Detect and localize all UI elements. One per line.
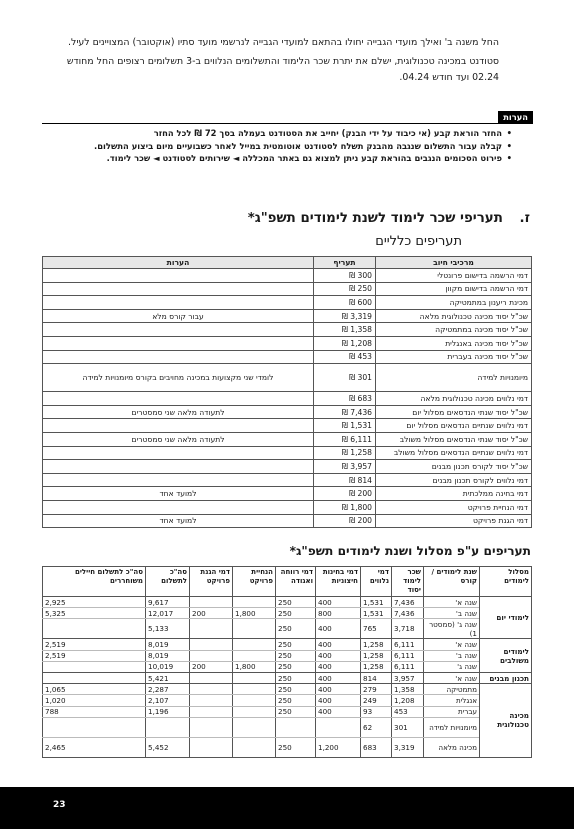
table-cell: 250 <box>276 639 316 650</box>
table-cell <box>43 419 314 433</box>
table-cell: שנה ג' <box>424 661 480 672</box>
table-cell: עברית <box>424 706 480 717</box>
table-row <box>43 684 532 695</box>
table-cell: שכ"ל יסוד מכינה טכנולוגית מלאה <box>376 309 532 323</box>
table-row <box>43 296 532 310</box>
table-cell: שנה א' <box>424 672 480 683</box>
section-title <box>248 211 530 226</box>
table-cell: 301 <box>392 717 424 737</box>
table-row <box>43 405 532 419</box>
general-rates-title: תעריפים כלליים <box>375 234 462 249</box>
table-cell: מכינת ריענון במתמטיקה <box>376 296 532 310</box>
table-cell: 200 <box>190 661 233 672</box>
table-cell <box>43 473 314 487</box>
table-cell: 1,800 <box>233 608 276 619</box>
table-cell: 400 <box>316 619 361 639</box>
table-cell: 1,800 ₪ <box>314 500 376 514</box>
notes-header <box>42 111 533 124</box>
table-cell <box>190 706 233 717</box>
table-cell: 200 ₪ <box>314 487 376 501</box>
table-cell: דמי הגנת פרויקט <box>376 514 532 528</box>
table-cell: 1,200 <box>316 737 361 757</box>
table-cell: 2,107 <box>146 695 190 706</box>
table-row <box>43 350 532 364</box>
table-cell: 1,258 <box>361 639 392 650</box>
table-cell: 765 <box>361 619 392 639</box>
table-row <box>43 672 532 683</box>
table-row <box>43 432 532 446</box>
table-cell <box>190 619 233 639</box>
table-cell: שכ"ל יסוד שנתי הנדסאים מסלול משולב <box>376 432 532 446</box>
table-cell: 400 <box>316 650 361 661</box>
table-cell: לתעודה מלאה שני סמסטרים <box>43 405 314 419</box>
column-header: תעריף <box>314 257 376 269</box>
general-rates-table <box>42 256 532 528</box>
table-cell <box>43 296 314 310</box>
table-cell <box>43 269 314 283</box>
table-cell: שנה א' <box>424 597 480 608</box>
table-row <box>43 473 532 487</box>
table-cell: 200 ₪ <box>314 514 376 528</box>
table-cell <box>43 336 314 350</box>
table-cell: 250 ₪ <box>314 282 376 296</box>
notes-list <box>42 127 512 165</box>
table-cell: אנגלית <box>424 695 480 706</box>
table-cell: 5,133 <box>146 619 190 639</box>
table-cell <box>190 597 233 608</box>
table-cell: 250 <box>276 706 316 717</box>
table-cell <box>190 717 233 737</box>
table-row <box>43 661 532 672</box>
table-row <box>43 608 532 619</box>
table-cell: 1,800 <box>233 661 276 672</box>
table-row <box>43 650 532 661</box>
table-cell: 400 <box>316 672 361 683</box>
column-header: הנחיית פרויקט <box>233 567 276 597</box>
table-cell: 3,319 ₪ <box>314 309 376 323</box>
table-cell: 3,957 ₪ <box>314 460 376 474</box>
table-cell: 6,111 ₪ <box>314 432 376 446</box>
table-cell: שנה א' <box>424 639 480 650</box>
table-cell: 3,718 <box>392 619 424 639</box>
column-header: הערות <box>43 257 314 269</box>
table-cell: למועד אחד <box>43 487 314 501</box>
notes-tag: הערות <box>498 111 533 124</box>
table-cell: דמי נלווים מכינה טכנולוגית מלאה <box>376 392 532 406</box>
table-cell: לומדי שני מקצועות במכינה מחויבים בקורס מיומנויות למידה <box>43 364 314 392</box>
table-cell: שכ"ל יסוד מכינה בעברית <box>376 350 532 364</box>
table-cell: 788 <box>43 706 146 717</box>
table-cell: 250 <box>276 695 316 706</box>
table-cell: 2,519 <box>43 650 146 661</box>
table-cell: מתמטיקה <box>424 684 480 695</box>
table-cell: 1,258 ₪ <box>314 446 376 460</box>
table-cell <box>190 684 233 695</box>
column-header: דמי נלווים <box>361 567 392 597</box>
section-number: ז. <box>519 211 530 226</box>
table-cell: שנה ג' (סמסטר 1) <box>424 619 480 639</box>
table-cell: 1,208 ₪ <box>314 336 376 350</box>
table-cell <box>190 737 233 757</box>
page-footer <box>0 787 574 829</box>
table-row <box>43 336 532 350</box>
table-cell: שכ"ל יסוד מכינה באנגלית <box>376 336 532 350</box>
general-rates-body <box>43 269 532 528</box>
table-cell: 3,319 <box>392 737 424 757</box>
table-cell: 400 <box>316 661 361 672</box>
table-row <box>43 695 532 706</box>
table-cell <box>233 737 276 757</box>
column-header: סה"כ לתשלום חיילים משוחררים <box>43 567 146 597</box>
table-cell: 6,111 <box>392 661 424 672</box>
table-row <box>43 597 532 608</box>
table-row <box>43 309 532 323</box>
table-cell: 300 ₪ <box>314 269 376 283</box>
table-cell: 1,258 <box>361 650 392 661</box>
track-rates-table <box>42 566 532 758</box>
table-cell <box>43 460 314 474</box>
table-cell: 1,531 <box>361 608 392 619</box>
table-cell: 400 <box>316 639 361 650</box>
table-cell: שכ"ל יסוד שנתי הנדסאים מסלול יום <box>376 405 532 419</box>
table-cell: 6,111 <box>392 639 424 650</box>
table-cell: 7,436 <box>392 597 424 608</box>
track-rates-body <box>43 597 532 758</box>
table-cell: דמי נלווים שנתיים הנדסאים מסלול יום <box>376 419 532 433</box>
table-cell: 1,531 <box>361 597 392 608</box>
table-cell: 2,287 <box>146 684 190 695</box>
table-cell: שנה ב' <box>424 608 480 619</box>
table-cell: 279 <box>361 684 392 695</box>
table-cell <box>233 695 276 706</box>
track-rates-title: תעריפים ע"פ מסלול ושנת לימודים תשפ"ג* <box>289 544 531 558</box>
track-name-cell: תכנון מבנים <box>480 672 532 683</box>
table-cell: 400 <box>316 684 361 695</box>
table-row <box>43 460 532 474</box>
intro-text <box>39 35 499 89</box>
table-cell <box>233 639 276 650</box>
table-cell: 62 <box>361 717 392 737</box>
table-cell <box>43 500 314 514</box>
table-cell: 250 <box>276 737 316 757</box>
table-cell: 800 <box>316 608 361 619</box>
table-cell: 7,436 ₪ <box>314 405 376 419</box>
table-cell <box>190 672 233 683</box>
table-cell: 7,436 <box>392 608 424 619</box>
column-header: מרכיבי חיוב <box>376 257 532 269</box>
table-cell: 9,617 <box>146 597 190 608</box>
intro-paragraph-1: החל משנה ב' ואילך מועדי הגבייה יחולו בהתאם למועדי הגבייה לנרשמי מועד סתיו (אוקטובר) המצויינים לעיל. <box>68 37 499 48</box>
table-cell <box>233 650 276 661</box>
table-cell: 453 ₪ <box>314 350 376 364</box>
table-cell: 6,111 <box>392 650 424 661</box>
table-cell <box>190 695 233 706</box>
table-cell: 1,020 <box>43 695 146 706</box>
table-cell: עבור קורס מלא <box>43 309 314 323</box>
table-cell <box>233 684 276 695</box>
table-cell <box>43 392 314 406</box>
table-cell: 250 <box>276 650 316 661</box>
table-cell <box>43 446 314 460</box>
table-row <box>43 500 532 514</box>
table-cell: 400 <box>316 706 361 717</box>
table-cell <box>43 717 146 737</box>
table-cell: 8,019 <box>146 639 190 650</box>
table-cell: למועד אחד <box>43 514 314 528</box>
table-cell: 600 ₪ <box>314 296 376 310</box>
table-cell: 5,421 <box>146 672 190 683</box>
column-header: דמי בחינות חיצוניות <box>316 567 361 597</box>
table-cell: 12,017 <box>146 608 190 619</box>
table-cell: דמי הרשמה בדישום פרונטלי <box>376 269 532 283</box>
track-name-cell: לימודי יום <box>480 597 532 639</box>
column-header: שכר לימוד יסוד <box>392 567 424 597</box>
table-row <box>43 639 532 650</box>
column-header: מסלול לימודים <box>480 567 532 597</box>
table-cell: 814 ₪ <box>314 473 376 487</box>
table-cell: דמי הנחיית פרויקט <box>376 500 532 514</box>
table-cell: 8,019 <box>146 650 190 661</box>
table-row <box>43 364 532 392</box>
table-row <box>43 446 532 460</box>
table-cell <box>316 717 361 737</box>
table-cell <box>233 706 276 717</box>
table-cell: מיומנויות למידה <box>424 717 480 737</box>
section-title-text: תעריפי שכר לימוד לשנת לימודים תשפ"ג* <box>247 211 503 226</box>
table-cell: 1,358 <box>392 684 424 695</box>
table-cell: 5,325 <box>43 608 146 619</box>
table-cell: 1,196 <box>146 706 190 717</box>
table-cell: 683 ₪ <box>314 392 376 406</box>
table-row <box>43 487 532 501</box>
note-item: • פירוט הסכומים הנגבים בהוראת קבע ניתן למצוא גם באתר המכללה ◄ שירותים לסטודנט ◄ שכר לימוד. <box>42 152 512 165</box>
table-cell <box>190 639 233 650</box>
table-cell: 250 <box>276 661 316 672</box>
table-row <box>43 514 532 528</box>
table-row <box>43 323 532 337</box>
track-name-cell: מכינה טכנולוגית <box>480 684 532 758</box>
table-row <box>43 269 532 283</box>
table-row <box>43 282 532 296</box>
table-cell <box>43 350 314 364</box>
track-name-cell: לימודים משולבים <box>480 639 532 673</box>
table-cell <box>233 619 276 639</box>
table-cell: 1,358 ₪ <box>314 323 376 337</box>
table-cell <box>43 661 146 672</box>
table-cell: מכינה מלאה <box>424 737 480 757</box>
column-header: דמי רווחה ואגודה <box>276 567 316 597</box>
table-cell: 814 <box>361 672 392 683</box>
intro-paragraph-2: סטודנט במכינה טכנולוגית, ישלם את יתרת שכר הלימוד והתשלומים הנלווים ב-3 תשלומים רצופים החל מחודש 02.24 ועד חודש 04.24. <box>66 56 499 83</box>
table-cell: 1,208 <box>392 695 424 706</box>
note-item: • קבלה עבור התשלום שנגבה מהבנק תשלח לסטודנט אוטומטית במייל לאחר כשבועיים מיום ביצוע התשלום. <box>42 140 512 153</box>
table-row <box>43 706 532 717</box>
table-cell <box>43 672 146 683</box>
table-cell: 1,531 ₪ <box>314 419 376 433</box>
table-cell <box>43 282 314 296</box>
table-cell: דמי הרשמה בדישום מקוון <box>376 282 532 296</box>
table-row <box>43 392 532 406</box>
table-cell <box>276 717 316 737</box>
table-cell: שכ"ל יסוד לקורס תכנון מבנים <box>376 460 532 474</box>
column-header: דמי הגנת פרויקט <box>190 567 233 597</box>
table-row <box>43 717 532 737</box>
table-header-row <box>43 567 532 597</box>
column-header: סה"כ לתשלום <box>146 567 190 597</box>
table-cell <box>233 672 276 683</box>
table-cell <box>233 597 276 608</box>
column-header: שנת לימודים / קורס <box>424 567 480 597</box>
note-item: • החזר הוראת קבע (אי כיבוד על ידי הבנק) יחייב את הסטודנט בעמלה בסך 72 ₪ לכל החזר <box>42 127 512 140</box>
table-cell: 1,258 <box>361 661 392 672</box>
table-cell: 2,519 <box>43 639 146 650</box>
table-cell: 5,452 <box>146 737 190 757</box>
table-cell: 453 <box>392 706 424 717</box>
table-cell: 400 <box>316 695 361 706</box>
page-number: 23 <box>53 800 66 810</box>
table-header-row <box>43 257 532 269</box>
table-cell: 1,065 <box>43 684 146 695</box>
table-row <box>43 737 532 757</box>
table-cell: 250 <box>276 672 316 683</box>
table-cell: שנה ב' <box>424 650 480 661</box>
table-cell: שכ"ל יסוד מכינה במתמטיקה <box>376 323 532 337</box>
table-cell: 10,019 <box>146 661 190 672</box>
table-row <box>43 419 532 433</box>
table-cell: 301 ₪ <box>314 364 376 392</box>
table-cell: 200 <box>190 608 233 619</box>
table-cell: דמי נלווים שנתיים הנדסאים מסלול משולב <box>376 446 532 460</box>
table-cell: 3,957 <box>392 672 424 683</box>
table-cell: 2,925 <box>43 597 146 608</box>
table-cell: 2,465 <box>43 737 146 757</box>
table-cell: 400 <box>316 597 361 608</box>
table-cell: 250 <box>276 619 316 639</box>
table-cell: 249 <box>361 695 392 706</box>
table-cell: לתעודה מלאה שני סמסטרים <box>43 432 314 446</box>
table-cell <box>43 619 146 639</box>
table-cell: 683 <box>361 737 392 757</box>
table-cell <box>146 717 190 737</box>
table-cell: 250 <box>276 684 316 695</box>
table-cell: 250 <box>276 597 316 608</box>
table-cell: מיומנויות למידה <box>376 364 532 392</box>
table-cell: דמי נלווים לקורס תכנון מבנים <box>376 473 532 487</box>
table-cell: 93 <box>361 706 392 717</box>
table-cell <box>43 323 314 337</box>
table-cell <box>190 650 233 661</box>
table-row <box>43 619 532 639</box>
table-cell: דמי בחינה ממלכתית <box>376 487 532 501</box>
table-cell: 250 <box>276 608 316 619</box>
table-cell <box>233 717 276 737</box>
